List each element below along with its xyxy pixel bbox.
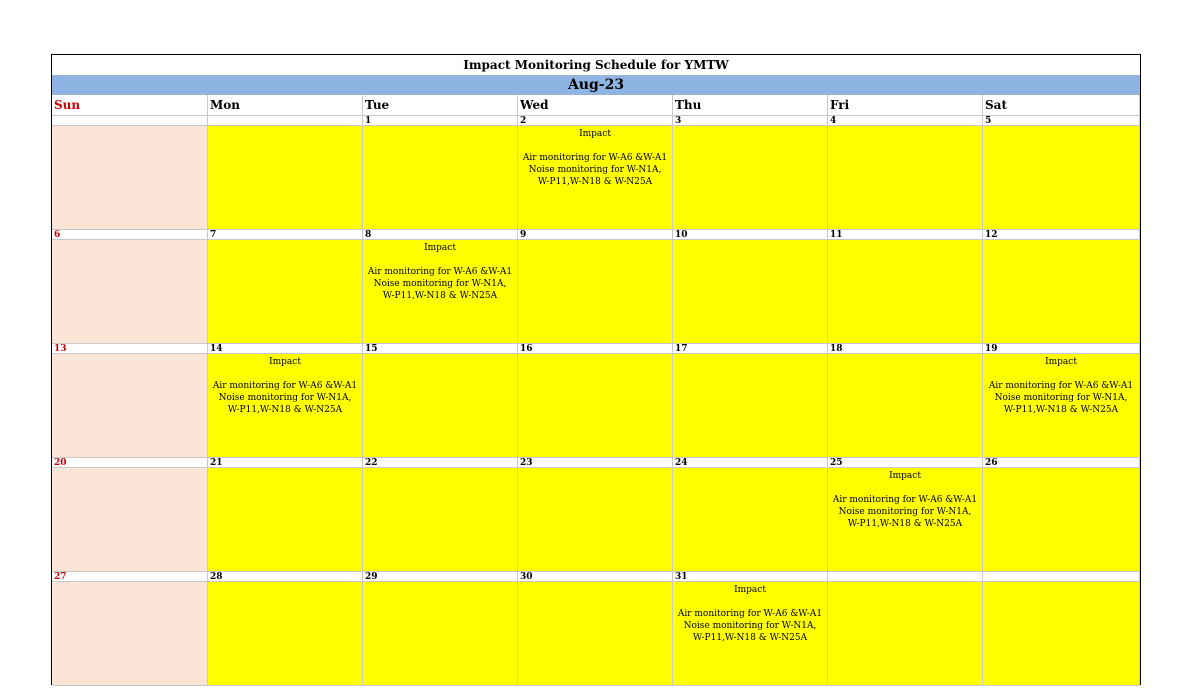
date-number: 18 [828,344,983,354]
event-spacer [983,368,1139,380]
day-cell [983,240,1140,344]
day-cell [673,240,828,344]
air-monitoring-text: Air monitoring for W-A6 &W-A1 [988,381,1134,391]
day-cell [208,468,363,572]
date-number: 29 [363,572,518,582]
noise-monitoring-text: Noise monitoring for W-N1A, [218,393,352,403]
date-number: 26 [983,458,1140,468]
noise-stations-text: W-P11,W-N18 & W-N25A [382,291,498,301]
event-spacer [518,140,672,152]
day-cell [208,582,363,686]
date-number: 14 [208,344,363,354]
date-number [52,116,208,126]
day-cell [983,582,1140,686]
schedule-title: Impact Monitoring Schedule for YMTW [52,55,1140,75]
date-number: 11 [828,230,983,240]
date-number: 22 [363,458,518,468]
day-cell [518,354,673,458]
day-cell [828,468,983,572]
monitoring-event [983,356,1139,416]
date-number: 27 [52,572,208,582]
date-number: 5 [983,116,1140,126]
event-label: Impact [424,243,456,253]
noise-monitoring-text: Noise monitoring for W-N1A, [838,507,972,517]
date-number [828,572,983,582]
date-number: 24 [673,458,828,468]
day-cell [828,240,983,344]
day-cell [518,468,673,572]
monitoring-event [828,470,982,530]
day-cell [518,126,673,230]
event-label: Impact [579,129,611,139]
day-cell [208,240,363,344]
monitoring-event [673,584,827,644]
day-cell [52,468,208,572]
date-number: 19 [983,344,1140,354]
month-label: Aug-23 [52,75,1140,95]
day-cell [518,582,673,686]
date-number: 20 [52,458,208,468]
air-monitoring-text: Air monitoring for W-A6 &W-A1 [212,381,358,391]
day-cell [673,354,828,458]
day-header-thu: Thu [673,95,828,116]
noise-monitoring-text: Noise monitoring for W-N1A, [683,621,817,631]
date-number: 28 [208,572,363,582]
day-cell [673,468,828,572]
noise-stations-text: W-P11,W-N18 & W-N25A [1003,405,1119,415]
event-label: Impact [889,471,921,481]
date-number: 23 [518,458,673,468]
air-monitoring-text: Air monitoring for W-A6 &W-A1 [367,267,513,277]
day-cell [52,126,208,230]
noise-stations-text: W-P11,W-N18 & W-N25A [537,177,653,187]
date-number [983,572,1140,582]
date-number: 8 [363,230,518,240]
day-cell [363,468,518,572]
event-label: Impact [1045,357,1077,367]
date-number: 12 [983,230,1140,240]
day-header-sun: Sun [52,95,208,116]
monitoring-event [208,356,362,416]
date-number: 1 [363,116,518,126]
event-label: Impact [734,585,766,595]
noise-monitoring-text: Noise monitoring for W-N1A, [994,393,1128,403]
date-number: 9 [518,230,673,240]
event-label: Impact [269,357,301,367]
day-cell [363,582,518,686]
date-number: 10 [673,230,828,240]
date-number: 4 [828,116,983,126]
day-cell [363,126,518,230]
monitoring-event [363,242,517,302]
day-cell [673,126,828,230]
date-number: 16 [518,344,673,354]
noise-monitoring-text: Noise monitoring for W-N1A, [373,279,507,289]
day-cell [52,240,208,344]
noise-stations-text: W-P11,W-N18 & W-N25A [847,519,963,529]
day-cell [208,354,363,458]
date-number: 2 [518,116,673,126]
air-monitoring-text: Air monitoring for W-A6 &W-A1 [522,153,668,163]
event-spacer [208,368,362,380]
date-number [208,116,363,126]
date-number: 13 [52,344,208,354]
date-number: 7 [208,230,363,240]
air-monitoring-text: Air monitoring for W-A6 &W-A1 [677,609,823,619]
noise-stations-text: W-P11,W-N18 & W-N25A [692,633,808,643]
day-cell [518,240,673,344]
calendar-sheet [51,54,1141,685]
day-cell [673,582,828,686]
day-header-mon: Mon [208,95,363,116]
day-cell [52,582,208,686]
day-cell [983,468,1140,572]
date-number: 3 [673,116,828,126]
date-number: 6 [52,230,208,240]
day-cell [828,126,983,230]
date-number: 31 [673,572,828,582]
event-spacer [673,596,827,608]
air-monitoring-text: Air monitoring for W-A6 &W-A1 [832,495,978,505]
date-number: 30 [518,572,673,582]
date-number: 15 [363,344,518,354]
day-cell [363,354,518,458]
day-header-sat: Sat [983,95,1140,116]
day-cell [208,126,363,230]
noise-monitoring-text: Noise monitoring for W-N1A, [528,165,662,175]
day-cell [52,354,208,458]
event-spacer [363,254,517,266]
date-number: 25 [828,458,983,468]
day-cell [983,126,1140,230]
date-number: 21 [208,458,363,468]
day-header-tue: Tue [363,95,518,116]
monitoring-event [518,128,672,188]
day-header-wed: Wed [518,95,673,116]
day-header-fri: Fri [828,95,983,116]
event-spacer [828,482,982,494]
date-number: 17 [673,344,828,354]
day-cell [363,240,518,344]
day-cell [828,582,983,686]
day-cell [983,354,1140,458]
noise-stations-text: W-P11,W-N18 & W-N25A [227,405,343,415]
day-cell [828,354,983,458]
